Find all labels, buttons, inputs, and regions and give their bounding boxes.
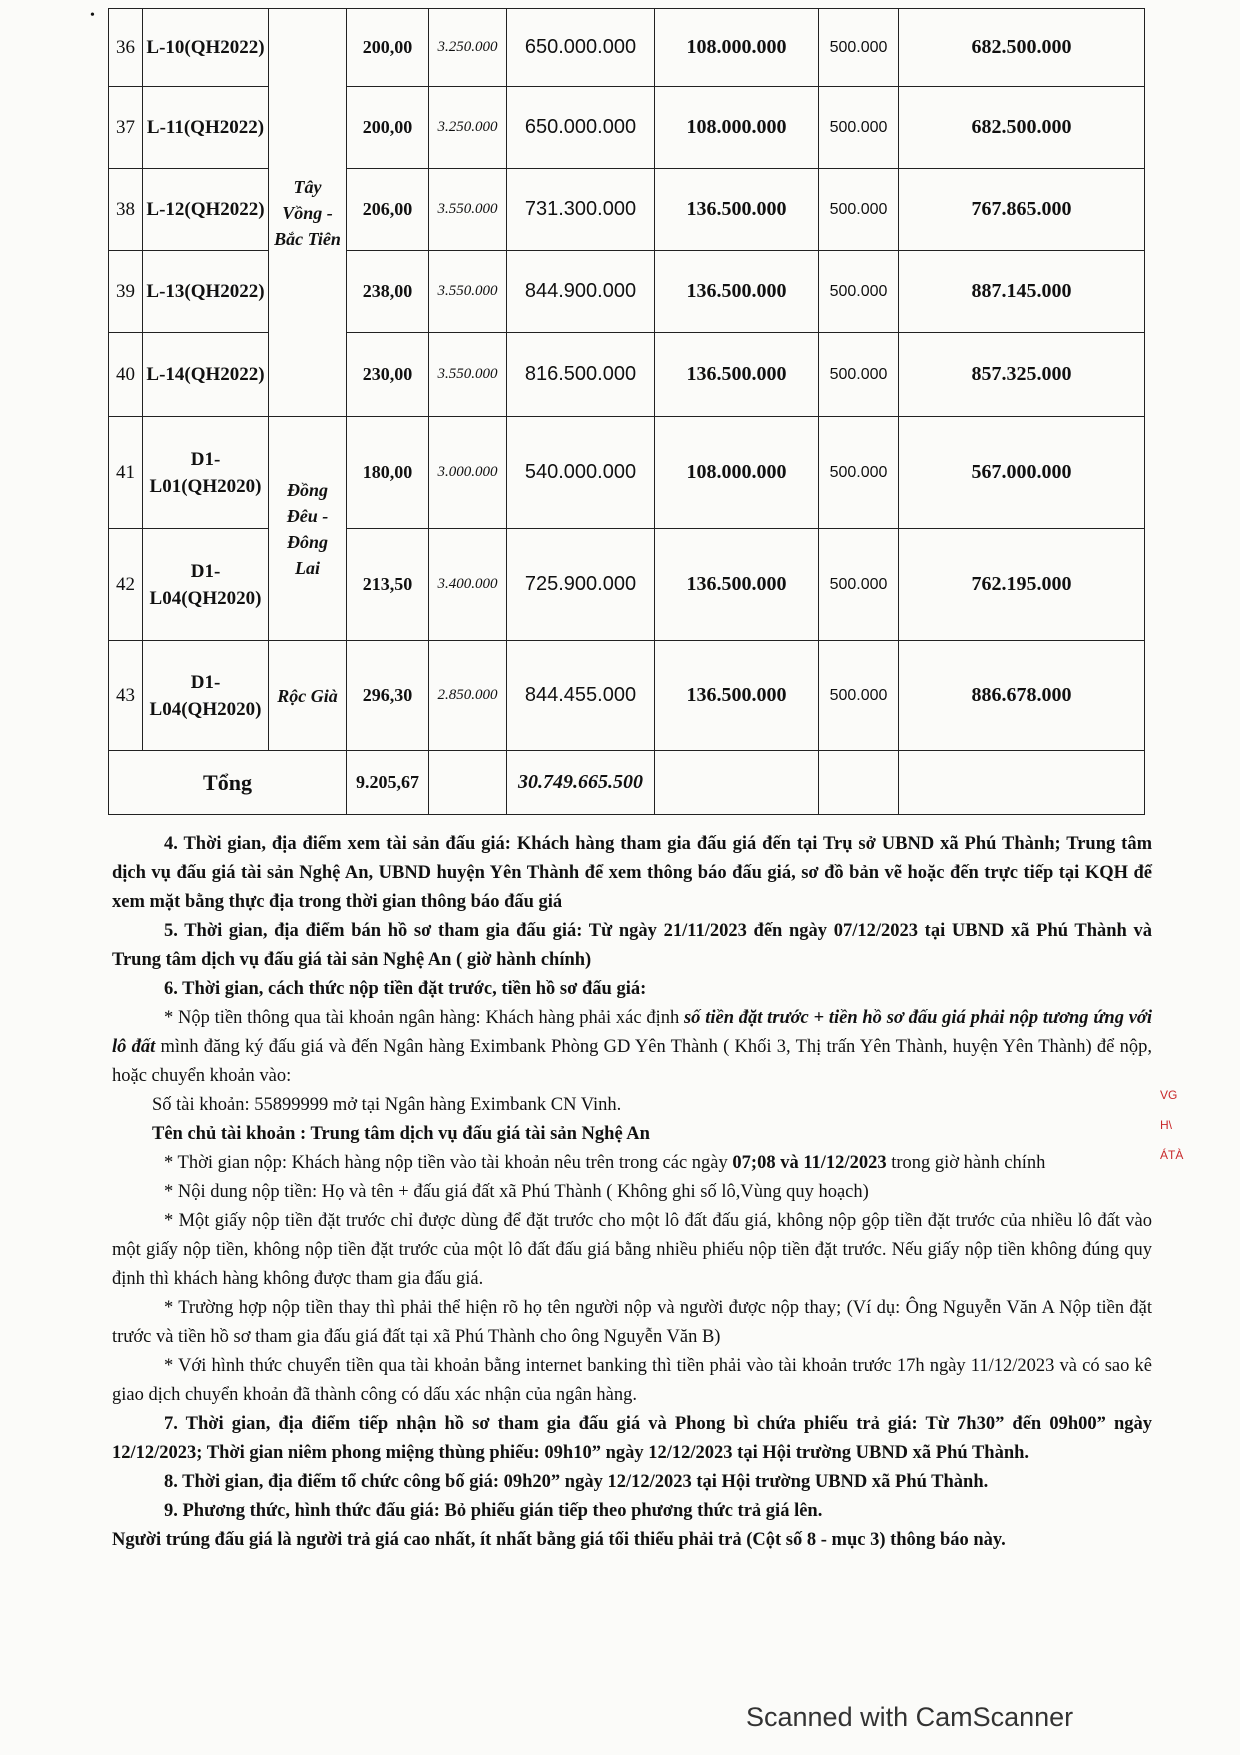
- minimum-price: 857.325.000: [899, 333, 1145, 417]
- unit-price: 3.400.000: [429, 529, 507, 641]
- lot-code-line: D1-: [190, 448, 221, 470]
- deposit-amount: 108.000.000: [655, 417, 819, 529]
- section-4: 4. Thời gian, địa điểm xem tài sản đấu giá: Khách hàng tham gia đấu giá đến tại Trụ sở UBND xã Phú Thành; Trung tâm dịch vụ đấu giá tài sản Nghệ An, UBND huyện Yên Thành để xem thông báo đấu giá, sơ đồ bản vẽ hoặc đến trực tiếp tại KQH để xem mặt bằng thực địa trong thời gian thông báo đấu giá: [112, 834, 1152, 912]
- lot-code-line: L01(QH2020): [149, 475, 262, 497]
- lot-area: 296,30: [347, 641, 429, 751]
- document-fee: 500.000: [819, 641, 899, 751]
- row-number: 36: [109, 9, 143, 87]
- start-price: 844.455.000: [507, 641, 655, 751]
- unit-price: 2.850.000: [429, 641, 507, 751]
- lot-area: 200,00: [347, 9, 429, 87]
- text-run: * Thời gian nộp: Khách hàng nộp tiền vào tài khoản nêu trên trong các ngày: [164, 1153, 733, 1173]
- section-6f: * Với hình thức chuyển tiền qua tài khoản bằng internet banking thì tiền phải vào tài khoản trước 17h ngày 11/12/2023 và có sao kê giao dịch chuyển khoản đã thành công có dấu xác nhận của ngân hàng.: [112, 1356, 1152, 1405]
- unit-price: 3.250.000: [429, 9, 507, 87]
- empty-cell: [429, 751, 507, 815]
- table-row: [109, 251, 1145, 333]
- row-number: 39: [109, 251, 143, 333]
- section-7: 7. Thời gian, địa điểm tiếp nhận hồ sơ tham gia đấu giá và Phong bì chứa phiếu trả giá: Từ 7h30” đến 09h00” ngày 12/12/2023; Thời gian niêm phong miệng thùng phiếu: 09h10” ngày 12/12/2023 tại Hội trường UBND xã Phú Thành.: [112, 1414, 1152, 1463]
- unit-price: 3.550.000: [429, 251, 507, 333]
- table-row: [109, 87, 1145, 169]
- lot-code: L-10(QH2022): [143, 9, 269, 87]
- minimum-price: 682.500.000: [899, 9, 1145, 87]
- document-fee: 500.000: [819, 333, 899, 417]
- empty-cell: [899, 751, 1145, 815]
- row-number: 43: [109, 641, 143, 751]
- auction-lots-table: [108, 8, 1145, 815]
- document-fee: 500.000: [819, 251, 899, 333]
- row-number: 40: [109, 333, 143, 417]
- minimum-price: 767.865.000: [899, 169, 1145, 251]
- text-emphasis: số tiền đặt trước + tiền hồ sơ đấu giá phải nộp tương ứng với lô đất: [112, 1008, 1152, 1057]
- deposit-amount: 108.000.000: [655, 87, 819, 169]
- minimum-price: 682.500.000: [899, 87, 1145, 169]
- total-label: Tổng: [109, 751, 347, 815]
- zone-roc-gia: Rộc Già: [269, 641, 347, 751]
- document-fee: 500.000: [819, 417, 899, 529]
- deposit-amount: 136.500.000: [655, 529, 819, 641]
- start-price: 650.000.000: [507, 9, 655, 87]
- stamp-text: H\: [1160, 1118, 1172, 1132]
- deposit-amount: 136.500.000: [655, 333, 819, 417]
- table-row: [109, 641, 1145, 751]
- unit-price: 3.000.000: [429, 417, 507, 529]
- empty-cell: [819, 751, 899, 815]
- lot-code: [143, 641, 269, 751]
- lot-code: [143, 417, 269, 529]
- section-9-winner: Người trúng đấu giá là người trả giá cao nhất, ít nhất bằng giá tối thiểu phải trả (Cột số 8 - mục 3) thông báo này.: [112, 1530, 1006, 1550]
- zone-line: Bắc Tiên: [274, 228, 341, 249]
- section-9: 9. Phương thức, hình thức đấu giá: Bỏ phiếu gián tiếp theo phương thức trả giá lên.: [164, 1501, 823, 1521]
- section-6a: [112, 1004, 1152, 1091]
- lot-code: L-14(QH2022): [143, 333, 269, 417]
- account-name: Tên chủ tài khoản : Trung tâm dịch vụ đấu giá tài sản Nghệ An: [152, 1124, 650, 1144]
- section-6c: * Nội dung nộp tiền: Họ và tên + đấu giá đất xã Phú Thành ( Không ghi số lô,Vùng quy hoạch): [164, 1182, 869, 1202]
- zone-dong-deu: [269, 417, 347, 641]
- start-price: 844.900.000: [507, 251, 655, 333]
- zone-line: Lai: [295, 557, 320, 578]
- zone-line: Vồng -: [282, 202, 333, 223]
- zone-line: Đông: [286, 531, 328, 552]
- minimum-price: 887.145.000: [899, 251, 1145, 333]
- row-number: 41: [109, 417, 143, 529]
- lot-code: L-13(QH2022): [143, 251, 269, 333]
- start-price: 816.500.000: [507, 333, 655, 417]
- lot-area: 238,00: [347, 251, 429, 333]
- section-6e: * Trường hợp nộp tiền thay thì phải thể hiện rõ họ tên người nộp và người được nộp thay; (Ví dụ: Ông Nguyễn Văn A Nộp tiền đặt trước và tiền hồ sơ tham gia đấu giá đất tại xã Phú Thành cho ông Nguyễn Văn B): [112, 1298, 1152, 1347]
- lot-code-line: L04(QH2020): [149, 698, 262, 720]
- text-run: * Nộp tiền thông qua tài khoản ngân hàng: Khách hàng phải xác định: [164, 1008, 684, 1028]
- zone-line: Đêu -: [286, 505, 329, 526]
- unit-price: 3.550.000: [429, 333, 507, 417]
- row-number: 42: [109, 529, 143, 641]
- account-number: Số tài khoản: 55899999 mở tại Ngân hàng Eximbank CN Vinh.: [152, 1095, 622, 1115]
- minimum-price: 886.678.000: [899, 641, 1145, 751]
- total-area: 9.205,67: [347, 751, 429, 815]
- deposit-amount: 136.500.000: [655, 641, 819, 751]
- lot-code-line: L04(QH2020): [149, 587, 262, 609]
- zone-line: Tây: [293, 176, 322, 197]
- document-fee: 500.000: [819, 9, 899, 87]
- table-row: [109, 529, 1145, 641]
- stamp-text: ÁTÀ: [1160, 1148, 1184, 1162]
- start-price: 725.900.000: [507, 529, 655, 641]
- deposit-amount: 136.500.000: [655, 251, 819, 333]
- empty-cell: [655, 751, 819, 815]
- total-start-price: 30.749.665.500: [507, 751, 655, 815]
- lot-area: 200,00: [347, 87, 429, 169]
- lot-code: L-11(QH2022): [143, 87, 269, 169]
- document-fee: 500.000: [819, 87, 899, 169]
- lot-area: 206,00: [347, 169, 429, 251]
- section-6b: [112, 1149, 1152, 1178]
- table-row: [109, 333, 1145, 417]
- lot-code-line: D1-: [190, 560, 221, 582]
- section-6: 6. Thời gian, cách thức nộp tiền đặt trước, tiền hồ sơ đấu giá:: [164, 979, 647, 999]
- lot-area: 213,50: [347, 529, 429, 641]
- total-row: [109, 751, 1145, 815]
- section-5: 5. Thời gian, địa điểm bán hồ sơ tham gia đấu giá: Từ ngày 21/11/2023 đến ngày 07/12/2023 tại UBND xã Phú Thành và Trung tâm dịch vụ đấu giá tài sản Nghệ An ( giờ hành chính): [112, 921, 1152, 970]
- notice-body: [112, 830, 1152, 1555]
- row-number: 38: [109, 169, 143, 251]
- scan-speck: •: [90, 8, 95, 23]
- table-row: [109, 9, 1145, 87]
- zone-line: Đồng: [286, 479, 328, 500]
- start-price: 650.000.000: [507, 87, 655, 169]
- text-run: trong giờ hành chính: [886, 1153, 1046, 1173]
- text-run: mình đăng ký đấu giá và đến Ngân hàng Eximbank Phòng GD Yên Thành ( Khối 3, Thị trấn Yên Thành, huyện Yên Thành) để nộp, hoặc chuyển khoản vào:: [112, 1037, 1152, 1086]
- row-number: 37: [109, 87, 143, 169]
- section-6d: * Một giấy nộp tiền đặt trước chỉ được dùng để đặt trước cho một lô đất đấu giá, không nộp gộp tiền đặt trước của nhiều lô đất vào một giấy nộp tiền, không nộp tiền đặt trước của một lô đất đấu giá bằng nhiều phiếu nộp tiền đặt trước. Nếu giấy nộp tiền không đúng quy định thì khách hàng không được tham gia đấu giá.: [112, 1211, 1152, 1289]
- document-fee: 500.000: [819, 169, 899, 251]
- deposit-amount: 136.500.000: [655, 169, 819, 251]
- minimum-price: 567.000.000: [899, 417, 1145, 529]
- deposit-amount: 108.000.000: [655, 9, 819, 87]
- unit-price: 3.550.000: [429, 169, 507, 251]
- lot-area: 230,00: [347, 333, 429, 417]
- zone-tay-vong: [269, 9, 347, 417]
- document-fee: 500.000: [819, 529, 899, 641]
- stamp-edge-fragment: [1160, 1080, 1186, 1170]
- lot-code-line: D1-: [190, 671, 221, 693]
- text-emphasis: 07;08 và 11/12/2023: [732, 1153, 887, 1173]
- unit-price: 3.250.000: [429, 87, 507, 169]
- minimum-price: 762.195.000: [899, 529, 1145, 641]
- table-row: [109, 417, 1145, 529]
- section-8: 8. Thời gian, địa điểm tổ chức công bố giá: 09h20” ngày 12/12/2023 tại Hội trường UBND xã Phú Thành.: [164, 1472, 989, 1492]
- table-row: [109, 169, 1145, 251]
- lot-area: 180,00: [347, 417, 429, 529]
- scanner-watermark: Scanned with CamScanner: [746, 1702, 1074, 1732]
- lot-code: [143, 529, 269, 641]
- stamp-text: VG: [1160, 1088, 1178, 1102]
- start-price: 731.300.000: [507, 169, 655, 251]
- start-price: 540.000.000: [507, 417, 655, 529]
- lot-code: L-12(QH2022): [143, 169, 269, 251]
